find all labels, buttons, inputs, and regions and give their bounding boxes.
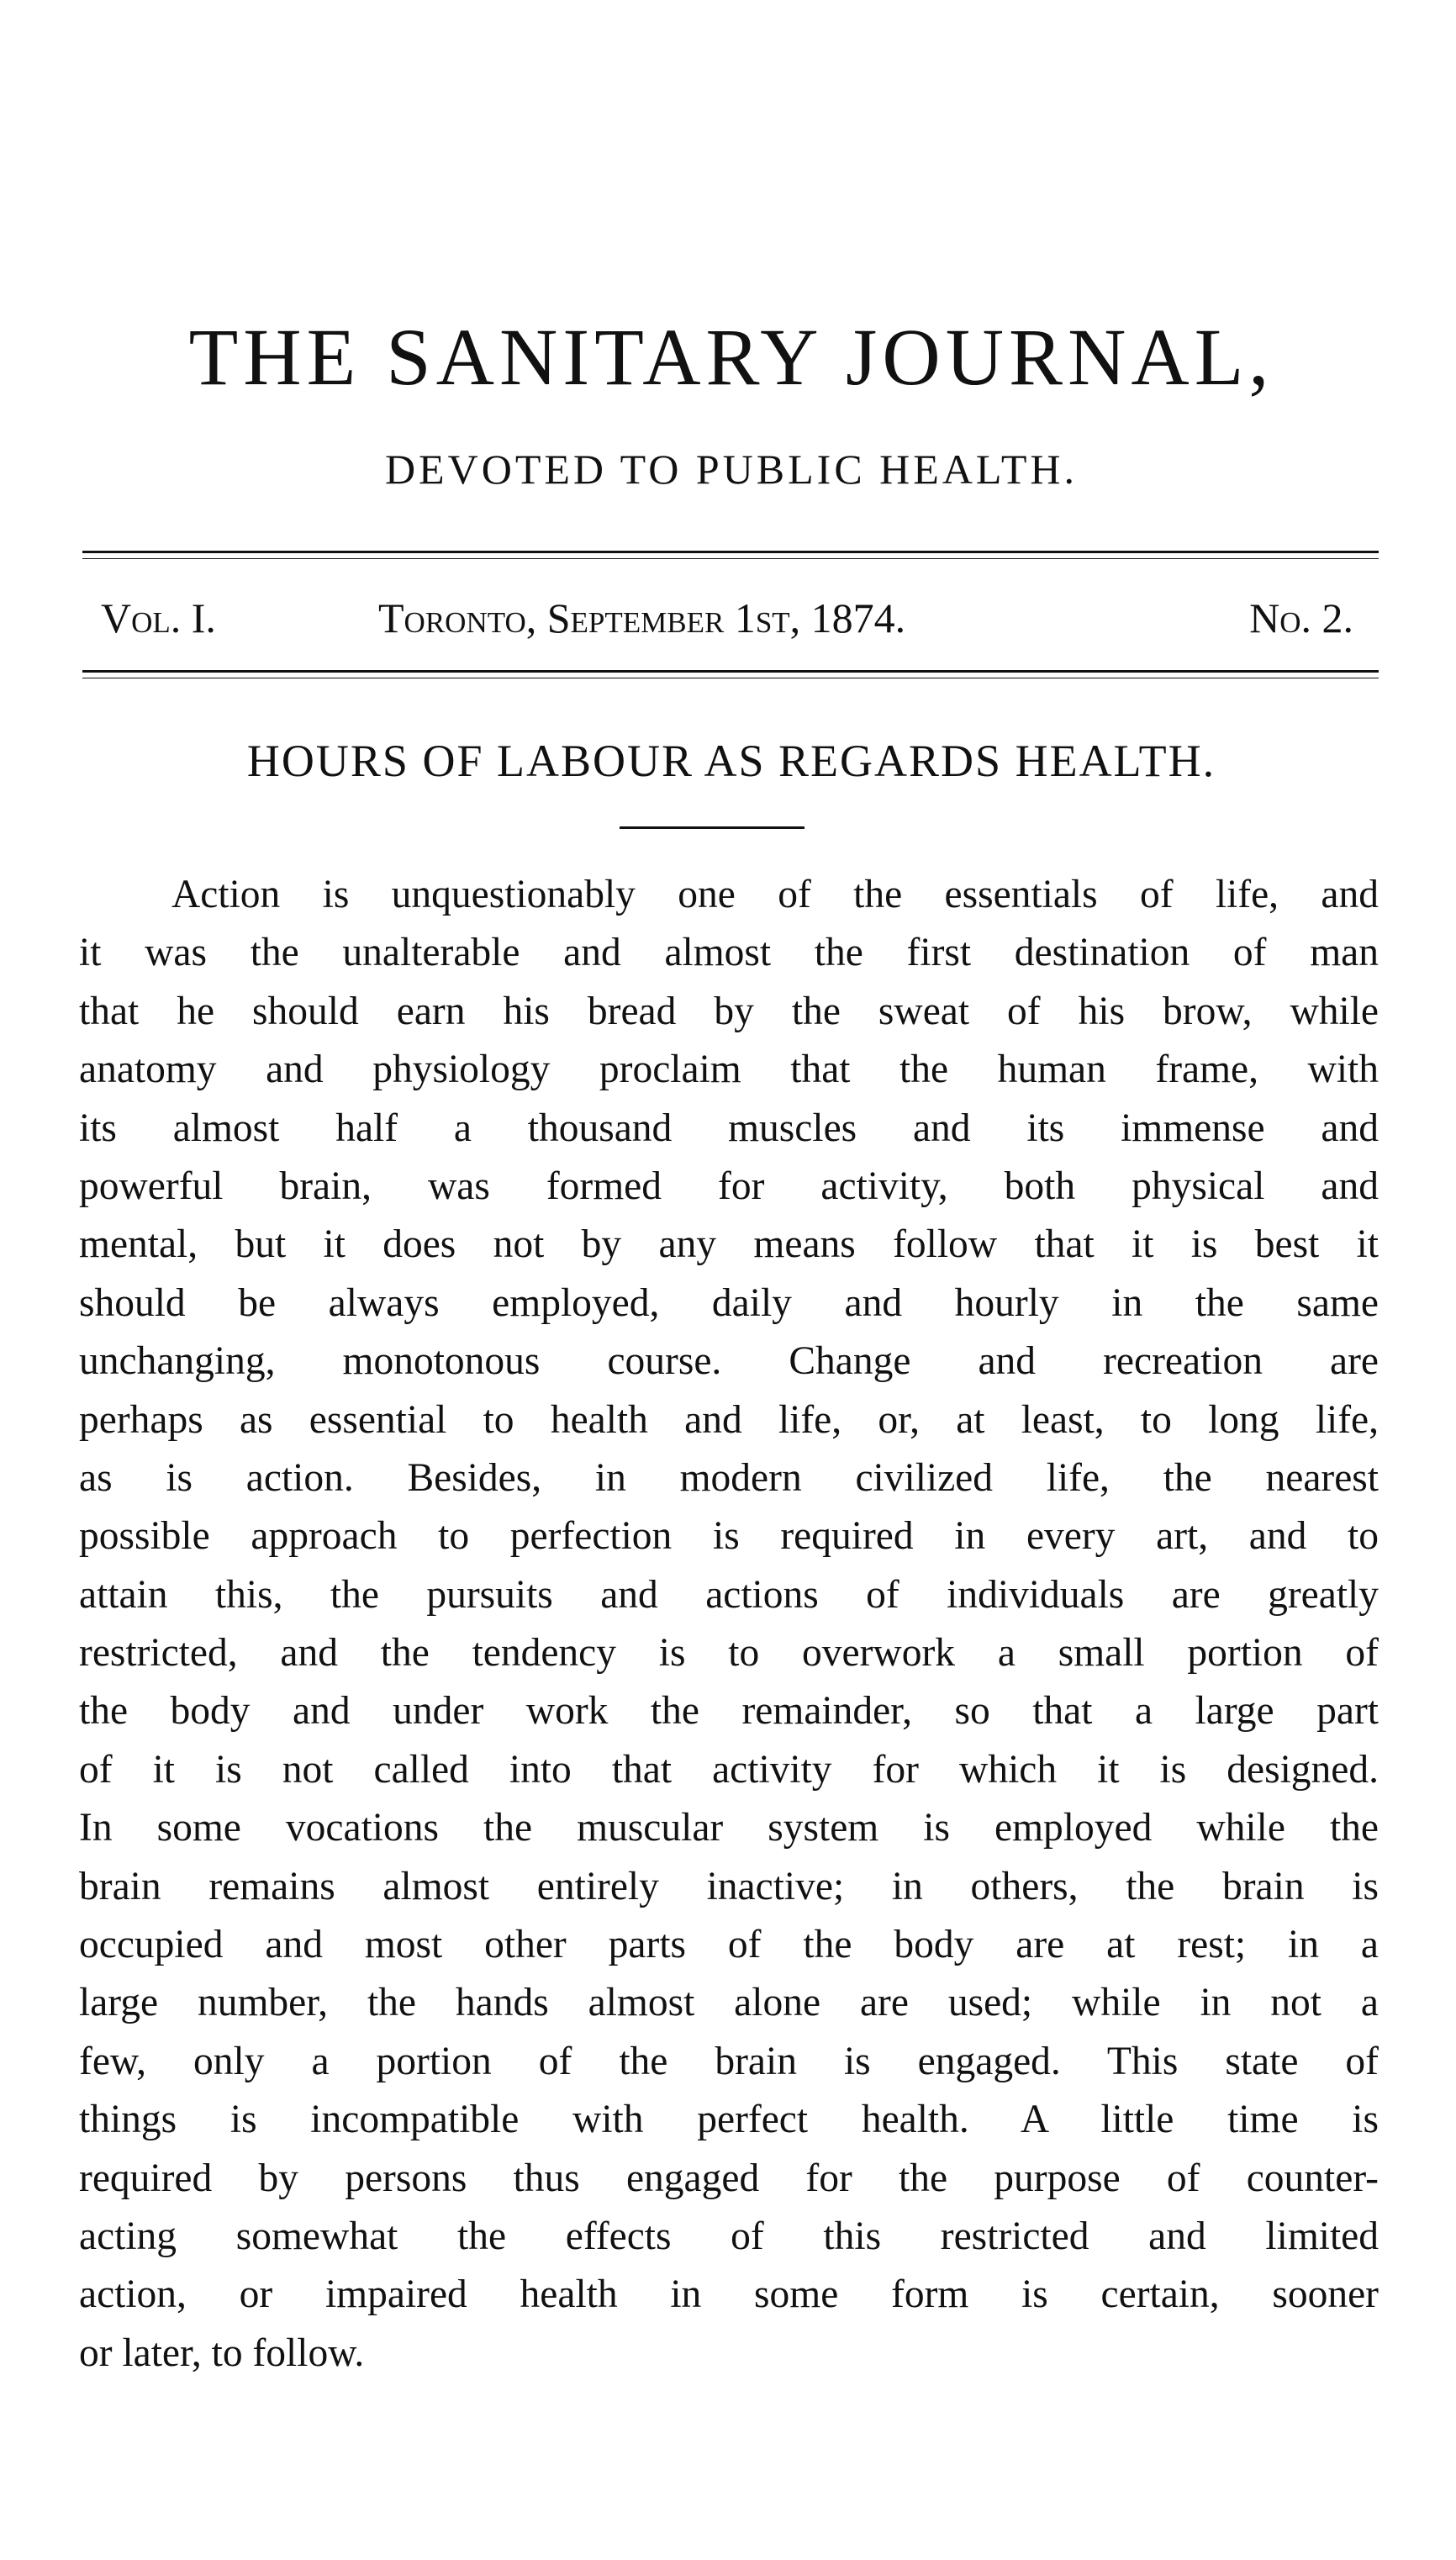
article-body <box>79 866 1379 2383</box>
body-line: large number, the hands almost alone are used; while in not a <box>79 1981 1379 2025</box>
body-line: occupied and most other parts of the body are at rest; in a <box>79 1923 1379 1967</box>
header-rule-top <box>82 551 1379 559</box>
body-line: possible approach to perfection is required in every art, and to <box>79 1514 1379 1559</box>
body-line: In some vocations the muscular system is employed while the <box>79 1806 1379 1850</box>
body-line: powerful brain, was formed for activity, both physical and <box>79 1164 1379 1208</box>
body-line: its almost half a thousand muscles and its immense and <box>79 1106 1379 1150</box>
article-title: HOURS OF LABOUR AS REGARDS HEALTH. <box>246 736 1216 786</box>
body-line: anatomy and physiology proclaim that the human frame, with <box>79 1048 1379 1092</box>
body-line: the body and under work the remainder, so that a large part <box>79 1689 1379 1734</box>
issue-number: No. 2. <box>1249 594 1353 641</box>
body-line: restricted, and the tendency is to overwork a small portion of <box>79 1631 1379 1676</box>
volume-label: Vol. I. <box>101 594 216 641</box>
body-line: brain remains almost entirely inactive; in others, the brain is <box>79 1864 1379 1908</box>
title-rule <box>620 826 804 829</box>
body-line: things is incompatible with perfect health. A little time is <box>79 2098 1379 2142</box>
body-line: attain this, the pursuits and actions of individuals are greatly <box>79 1572 1379 1617</box>
journal-subtitle: DEVOTED TO PUBLIC HEALTH. <box>384 446 1079 493</box>
body-line: required by persons thus engaged for the purpose of counter- <box>79 2156 1379 2200</box>
header-rule-bottom <box>82 670 1379 678</box>
body-line: unchanging, monotonous course. Change and recreation are <box>79 1339 1379 1384</box>
body-line: that he should earn his bread by the sweat of his brow, while <box>79 989 1379 1033</box>
place-date: Toronto, September 1st, 1874. <box>378 594 906 641</box>
body-line: mental, but it does not by any means follow that it is best it <box>79 1222 1379 1267</box>
body-line: should be always employed, daily and hourly in the same <box>79 1280 1379 1325</box>
issue-line <box>101 589 1362 647</box>
body-line: of it is not called into that activity for which it is designed. <box>79 1747 1379 1792</box>
body-line: acting somewhat the effects of this restricted and limited <box>79 2214 1379 2258</box>
body-line: Action is unquestionably one of the essentials of life, and <box>171 873 1379 916</box>
body-line: it was the unalterable and almost the first destination of man <box>79 931 1379 975</box>
body-line: action, or impaired health in some form is certain, sooner <box>79 2272 1379 2317</box>
body-line: perhaps as essential to health and life, or, at least, to long life, <box>79 1397 1379 1442</box>
journal-title: THE SANITARY JOURNAL, <box>188 312 1274 402</box>
body-line: or later, to follow. <box>79 2330 365 2375</box>
body-line: as is action. Besides, in modern civilized life, the nearest <box>79 1455 1379 1500</box>
body-line: few, only a portion of the brain is engaged. This state of <box>79 2039 1379 2083</box>
